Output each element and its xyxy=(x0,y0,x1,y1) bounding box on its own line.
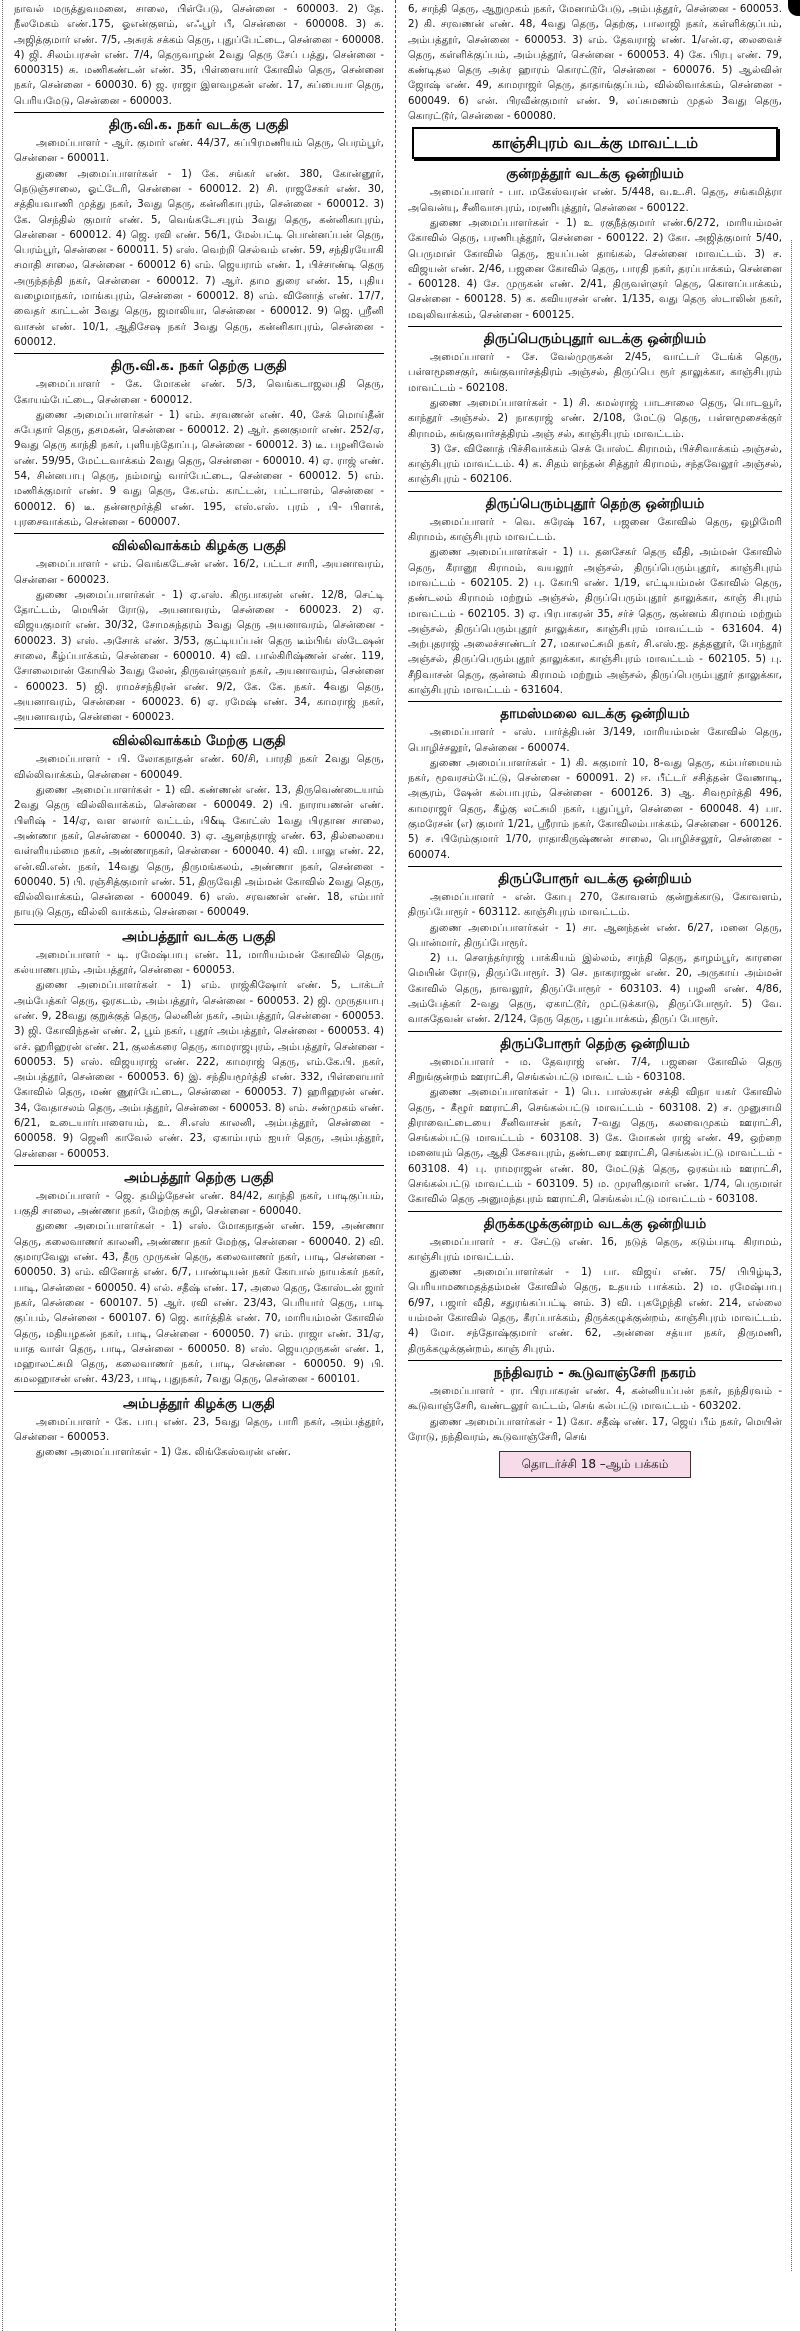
organizer-paragraph: அமைப்பாளர் - டி. ரமேஷ்பாபு எண். 11, மாரியம்மன் கோவில் தெரு, கல்யாணபுரம், அம்பத்தூர், சென்னை - 600053. xyxy=(14,949,384,977)
deputy-organizers-paragraph: துணை அமைப்பாளர்கள் - 1) பெ. பாஸ்கரன் சக்தி விநா யகர் கோவில் தெரு, - கீழூர் ஊராட்சி, செங்கல்பட்டு மாவட்டம் - 603108. 2) ச. முனுசாமி திராவைட்டையை சீனிவாசன் நகர், 7-வது தெரு, கலவைமுகம் ஊராட்சி, செங்கல்பட்டு மாவட்டம் - 603108. 3) கே. மோகன் ராஜ் எண். 49, ஒற்றை மனையும் தெரு, ஆதி கேசவபுரம், தண்டரை ஊராட்சி, செங்கல்பட்டு மாவட்டம் - 603108. 4) பு. ராமராஜன் எண். 80, மேட்டுத் தெரு, ஒரகம்பம் ஊராட்சி, செங்கல்பட்டு மாவட்டம் - 603109. 5) ம. முரளிகுமார் எண். 1/74, பெருமாள் கோவில் தெரு அனுமந்தபுரம் ஊராட்சி, செங்கல்பட்டு மாவட்டம் - 603108. xyxy=(408,1087,782,1206)
deputy-organizers-paragraph: துணை அமைப்பாளர்கள் - 1) எஸ். மோகநாதன் எண். 159, அண்ணா தெரு, கலைவாணர் காலனி, அண்ணா நகர் மேற்கு, சென்னை - 600040. 2) வி. குமாரவேலு எண். 43, தீரு முருகன் தெரு, கலைவாணர் நகர், பாடி, சென்னை - 600050. 3) எம். வினோத் எண். 6/7, பாண்டியன் நகர் கோபால் நாயக்கர் நகர், பாடி, சென்னை - 600050. 4) எல். சதீஷ் எண். 17, அலை தெரு, கோஸ்டன் ஜார் நகர், சென்னை - 600107. 5) ஆர். ரவி எண். 23/43, பெரியார் தெரு, பாடி குப்பம், சென்னை - 600107. 6) ஜெ. கார்த்திக் எண். 70, மாரியம்மன் கோவில் தெரு, மதியழகன் நகர், பாடி, சென்னை - 600050. 7) எம். ராஜா எண். 31/ஏ, யாத வாள் தெரு, பாடி, சென்னை - 600050. 8) எஸ். ஜெயமுருகன் எண். 1, மஹாலட்சுமி தெரு, கலைவாணர் நகர், பாடி, சென்னை - 600050. 9) பி. கமலஹாசன் எண். 43/23, பாடி, புதுநகர், 7வது தெரு, சென்னை - 600101. xyxy=(14,1221,384,1386)
organizer-paragraph: அமைப்பாளர் - ரா. பிரபாகரன் எண். 4, கன்னியப்பன் நகர், நந்திரவம் - கூடுவாஞ்சேரி, வண்டலூர் வட்டம், செங் கல்பட்டு மாவட்டம் - 603202. xyxy=(408,1385,782,1413)
deputy-organizers-paragraph: துணை அமைப்பாளர்கள் - 1) கே. சங்கர் எண். 380, கோன்னூர், நெடுஞ்சாலை, ஓட்டேரி, சென்னை - 600012. 2) சி. ராஜசேகர் எண். 30, சத்தியவாணி முத்து நகர், 3வது தெரு, கன்னிகாபுரம், சென்னை - 600012. 3) கே. செந்தில் குமார் எண். 5, வெங்கடேசபுரம் 3வது தெரு, கன்னிகாபுரம், சென்னை - 600012. 4) ஜெ. ரவி எண். 56/1, மேல்பட்டி பொன்னப்பன் தெரு, பெரம்பூர், சென்னை - 600011. 5) எஸ். வெற்றி செல்வம் எண். 59, சந்திரயோகி சமாதி சாலை, சென்னை - 600012 6) எம். ஜெயராம் எண். 1, பிச்சாண்டி தெரு அருந்தந்தி நகர், சென்னை - 600012. 7) ஆர். தாம துரை எண். 15, புதிய வழைமாநகர், மாங்கபுரம், சென்னை - 600012. 8) எம். வினோத் எண். 17/7, வைதர் காட்டன் 3வது தெரு, ஜமாலியா, சென்னை - 600012. 9) ஜெ. ஸ்ரீனி வாசன் எண். 10/1, ஆதிசேஷ நகர் 3வது தெரு, கன்னிகாபுரம், சென்னை - 600012. xyxy=(14,168,384,348)
continued-on-page-note: தொடர்ச்சி 18 –ஆம் பக்கம் xyxy=(499,1451,691,1478)
section-thirukazhukundram-north xyxy=(408,1211,782,1357)
organizer-paragraph: அமைப்பாளர் - எம். வெங்கடேசன் எண். 16/2, பட்டா சாரி, அயனாவரம், சென்னை - 600023. xyxy=(14,559,384,586)
deputy-organizers-paragraph: துணை அமைப்பாளர்கள் - 1) கோ. சதீஷ் எண். 17, ஜெய் பீம் நகர், மெயின் ரோடு, நந்திவரம், கூடுவாஞ்சேரி, செங் xyxy=(408,1416,782,1443)
section-title: வில்லிவாக்கம் கிழக்கு பகுதி xyxy=(14,533,384,557)
section-title: அம்பத்தூர் தெற்கு பகுதி xyxy=(14,1165,384,1189)
section-title: அம்பத்தூர் கிழக்கு பகுதி xyxy=(14,1391,384,1415)
organizer-paragraph: அமைப்பாளர் - வெ. சுரேஷ் 167, பஜனை கோவில் தெரு, ஒழிமேரி கிராமம், காஞ்சிபுரம் மாவட்டம். xyxy=(408,516,782,544)
organizer-paragraph: அமைப்பாளர் - ஜெ. தமிழ்நேசன் எண். 84/42, காந்தி நகர், பாடிகுப்பம், பகுதி சாலை, அண்ணா நகர், மேற்கு சுழி, சென்னை - 600040. xyxy=(14,1190,384,1218)
section-title: திரு.வி.க. நகர் வடக்கு பகுதி xyxy=(14,112,384,136)
section-ambattur-north xyxy=(14,924,384,1162)
corner-mark xyxy=(788,0,800,16)
deputy-organizers-paragraph: துணை அமைப்பாளர்கள் - 1) கி. சுகுமார் 10, 8-வது தெரு, கம்பர்மையம் நகர், மூவரசம்பேட்டு, சென்னை - 600091. 2) ஈ. பீட்டர் சசித்தன் வேணாடி, அசூரம், ஷேன் கல்பாபுரம், சென்னை - 600126. 3) ஆ. சிவமூர்த்தி 496, காமராஜர் தெரு, கீழ்கு லட்சுமி நகர், புதுப்பூர், சென்னை - 600048. 4) பா. குமரேசன் (எ) குமார் 1/21, ஸ்ரீராம் நகர், கோவிலம்பாக்கம், சென்னை - 600126. 5) ச. பிரேம்குமார் 1/70, ராதாகிருஷ்ணன் சாலை, பொழிச்சலூர், சென்னை - 600074. xyxy=(408,757,782,861)
organizer-paragraph: அமைப்பாளர் - ம. தேவராஜ் எண். 7/4, பஜனை கோவில் தெரு சிறுங்குன்றம் ஊராட்சி, செங்கல்பட்டு மாவட் டம் - 603108. xyxy=(408,1056,782,1083)
organizer-paragraph: அமைப்பாளர் - கே. பாபு எண். 23, 5வது தெரு, பாரி நகர், அம்பத்தூர், சென்னை - 600053. xyxy=(14,1416,384,1444)
section-title: வில்லிவாக்கம் மேற்கு பகுதி xyxy=(14,728,384,752)
section-kundrathur-north xyxy=(408,162,782,323)
organizer-paragraph: அமைப்பாளர் - பி. லோகநாதன் எண். 60/சி, பாரதி நகர் 2வது தெரு, வில்லிவாக்கம், சென்னை - 600049. xyxy=(14,754,384,781)
section-thiruporur-north xyxy=(408,866,782,1028)
section-ambattur-south xyxy=(14,1165,384,1388)
deputy-organizers-paragraph: துணை அமைப்பாளர்கள் - 1) உ ரகுநீத்குமார் எண்.6/272, மாரியம்மன் கோவில் தெரு, பரணிபுத்தூர், சென்னை - 600122. 2) கோ. அஜித்குமார் 5/40, பெருமாள் கோவில் தெரு, ஐயப்பன் தாங்கல், சென்னை மாவட்டம். 3) ச. விஜயன் எண். 2/46, பஜனை கோவில் தெரு, பாரதி நகர், தரப்பாக்கம், சென்னை - 600128. 4) சே. முருகன் எண். 2/41, திருவள்ளுர் தெரு, கொளப்பாக்கம், சென்னை - 600128. 5) க. கவியரசன் எண். 1/135, வது தெரு ஸ்டாலின் நகர், மவுலிவாக்கம், சென்னை - 600125. xyxy=(408,217,782,321)
section-title: திருப்பெரும்புதூர் வடக்கு ஒன்றியம் xyxy=(408,326,782,350)
deputy-organizers-paragraph: துணை அமைப்பாளர்கள் - 1) வி. கண்ணன் எண். 13, திருவெண்டையாம் 2வது தெரு வில்லிவாக்கம், சென்னை - 600049. 2) பி. நாராயணன் எண். பிளிஷ் - 14/ஏ, வள ளலார் வட்டம், பி&டி கோட்ஸ் 1வது பிரதான சாலை, அண்ணா நகர், சென்னை - 600040. 3) ஏ. ஆனந்தராஜ் எண். 63, தில்லையை வள்ளியம்மை நகர், அண்ணாநகர், சென்னை - 600040. 4) வி. பாலு எண். 22, என்.வி.என். நகர், 14வது தெரு, திருமங்கலம், அண்ணா நகர், சென்னை - 600040. 5) பி. ரஞ்சித்குமார் எண். 51, திருவேதி அம்மன் கோவில் 2வது தெரு, வில்லிவாக்கம், சென்னை - 600049. 6) எஸ். சரவணன் எண். 18, எம்பார் நாயுடு தெரு, வில்லி வாக்கம், சென்னை - 600049. xyxy=(14,785,384,919)
deputy-organizers-paragraph: துணை அமைப்பாளர்கள் - 1) ஏ.எஸ். கிருபாகரன் எண். 12/8, செட்டி தோட்டம், மெயின் ரோடு, அயனாவரம், சென்னை - 600023. 2) ஏ. விஜயகுமார் எண். 30/32, சோமசுந்தரம் 3வது தெரு அயனாவரம், சென்னை - 600023. 3) எஸ். அசோக் எண். 3/53, குட்டியப்பன் தெரு டீம்பிங் ஸ்டேஷன் சாலை, கீழ்ப்பாக்கம், சென்னை - 600010. 4) வி. பால்கிரிஷ்ணன் எண். 119, சோலைமான் கோயில் 3வது லேன், திருவள்ளுவர் நகர், அயனாவரம், சென்னை - 600023. 5) ஜி. ராமச்சந்திரன் எண். 9/2, கே. கே. நகர். 4வது தெரு, அயனாவரம், சென்னை - 600023. 6) ஏ. ரமேஷ் எண். 34, காமராஜ் நகர், அயனாவரம், சென்னை - 600023. xyxy=(14,589,384,724)
section-sriperumbudur-south xyxy=(408,491,782,699)
left-top-paragraph: நாவல் மருத்துவமனை, சாலை, பிள்பேடு, சென்னை - 600003. 2) தே. நீலமேகம் எண்.175, ஓஎன்குளம், எஃபூர் பீ, சென்னை - 600008. 3) சு. அஜித்குமார் எண். 7/5, அசுரக் சக்கம் தெரு, புதுப்பேட்டை, சென்னை - 600008. 4) ஜி. சிலம்பரசன் எண். 7/4, தெருவாழன் 2வது தெரு சேப் பத்து, சென்னை - 6000315) சு. மணிகண்டன் எண். 35, பிள்ளையார் கோவில் தெரு, சென்னை நகர், சென்னை - 600030. 6) ஜ. ராஜா இளவழகன் எண். 17, சுப்பையா தெரு, பெரியமேடு, சென்னை - 600003. xyxy=(14,4,384,107)
organizer-paragraph: அமைப்பாளர் - பா. மகேஸ்வரன் எண். 5/448, வ.உ.சி. தெரு, சங்கமித்ரா அவென்யு, சீனிவாசபுரம், மரணிபுத்தூர், சென்னை - 600122. xyxy=(408,187,782,214)
deputy-organizers-paragraph: 2) ப. செளந்தர்ராஜ் பாக்கியம் இல்லம், சாந்தி தெரு, தாழம்பூர், காரனை மெயின் ரோடு, திருப்போரூர். 3) செ. நாகராஜன் எண். 20, அருகாய் அம்மன் கோவில் தெரு, நாவலூர், திருப்போரூர் - 603103. 4) பழனி எண். 4/86, அம்பேத்கர் 2-வது தெரு, ஏகாட்டூர், முட்டுக்காடு, திருப்போரூர். 5) வே. வாசுதேவன் எண். 2/124, நேரு தெரு, புதுப்பாக்கம், திருப் போரூர். xyxy=(408,953,782,1026)
section-title: திருப்பெரும்புதூர் தெற்கு ஒன்றியம் xyxy=(408,491,782,515)
right-column xyxy=(402,0,786,2331)
left-column xyxy=(10,0,390,2331)
organizer-paragraph: அமைப்பாளர் - ச. சேட்டு எண். 16, நடுத் தெரு, கடும்பாடி கிராமம், காஞ்சிபுரம் மாவட்டம். xyxy=(408,1236,782,1263)
left-margin-dots xyxy=(2,0,3,2331)
organizer-paragraph: அமைப்பாளர் - எஸ். பார்த்திபன் 3/149, மாரியம்மன் கோவில் தெரு, பொழிச்சலூர், சென்னை - 600074. xyxy=(408,727,782,754)
section-title: தாமஸ்மலை வடக்கு ஒன்றியம் xyxy=(408,701,782,725)
section-title: திருக்கழுக்குன்றம் வடக்கு ஒன்றியம் xyxy=(408,1211,782,1235)
section-thomas-malai-north xyxy=(408,701,782,863)
organizer-paragraph: அமைப்பாளர் - கே. மோகன் எண். 5/3, வெங்கடாஜலபதி தெரு, கோயம்பேட்டை, சென்னை - 600012. xyxy=(14,379,384,406)
section-title: குன்றத்தூர் வடக்கு ஒன்றியம் xyxy=(506,166,684,183)
organizer-paragraph: அமைப்பாளர் - சே. வேல்முருகன் 2/45, வாட்டர் டேங்க் தெரு, பள்ளமூசைகுர், சுங்குவார்சத்திரம் அஞ்சல், திருப்பெ ரூர் தாலுக்கா, காஞ்சிபுரம் மாவட்டம் - 602108. xyxy=(408,352,782,394)
section-villivakkam-west xyxy=(14,728,384,920)
section-title: திருப்போரூர் தெற்கு ஒன்றியம் xyxy=(408,1031,782,1055)
section-title: திரு.வி.க. நகர் தெற்கு பகுதி xyxy=(14,353,384,377)
right-top-paragraph: 6, சாந்தி தெரு, ஆறுமுகம் நகர், மேனாம்பேடு, அம்பத்தூர், சென்னை - 600053. 2) கி. சரவணன் எண். 48, 4வது தெரு, தெற்கு, பாலாஜி நகர், கள்ளிக்குப்பம், அம்பத்தூர், சென்னை - 600053. 3) எம். தேவராஜ் எண். 1/என்.ஏ, லைவைச் தெரு, கள்ளிக்குப்பம், அம்பத்தூர், சென்னை - 600053. 4) கே. பிரபு எண். 79, கண்டிதல தெரு அக்ர ஹாரம் கொரட்டூர், சென்னை - 600076. 5) ஆல்வின் ஜோஷ் எண். 49, காமராஜர் தெரு, தாதாங்குப்பம், வில்லிவாக்கம், சென்னை - 600049. 6) என். பிரவீன்குமார் எண். 9, லப்சுமணம் முதல் 3வது தெரு, கொரட்டூர், சென்னை - 600080. xyxy=(408,4,782,123)
section-title: அம்பத்தூர் வடக்கு பகுதி xyxy=(14,924,384,948)
deputy-organizers-paragraph: துணை அமைப்பாளர்கள் - 1) கே. லிங்கேஸ்வரன் எண். xyxy=(36,1447,291,1459)
section-thiru-vi-ka-south xyxy=(14,353,384,530)
deputy-organizers-paragraph: துணை அமைப்பாளர்கள் - 1) ப. தனசேகர் தெரு வீதி, அம்மன் கோவில் தெரு, கீரானூ கிராமம், வயலூர் அஞ்சல், திருப்பெரும்புதூர், காஞ்சிபுரம் மாவட்டம் - 602105. 2) பு. கோபி எண். 1/19, எட்டியம்மன் கோவில் தெரு, தண்டலம் கிராமம் மற்றும் அஞ்சல், திருப்பெரும்புதூர் தாலுக்கா, காஞ் சிபுரம் மாவட்டம் - 602105. 3) ஏ. பிரபாகரன் 35, சர்ச் தெரு, குன்னம் கிராமம் மற்றும் அஞ்சல், திருப்பெரும்புதூர் தாலுக்கா, காஞ்சிபுரம் மாவட்டம் - 631604. 4) அற்புதராஜ் அலைச்சாண்டர் 27, மகாலட்சுமி நகர், சி.எஸ்.ஐ. தத்தனூர், போந்தூர் அஞ்சல், திருப்பெரும்புதூர் தாலுக்கா, காஞ்சிபுரம் மாவட்டம் - 602105. 5) பு. சீநிவாசன் தெரு, குன்னம் கிராமம் மற்றும் அஞ்சல், திருப்பெரும்புதூர் தாலுக்கா, காஞ்சிபுரம் மாவட்டம் - 631604. xyxy=(408,547,782,696)
section-ambattur-east xyxy=(14,1391,384,1461)
section-thiru-vi-ka-north xyxy=(14,112,384,350)
deputy-organizers-paragraph: துணை அமைப்பாளர்கள் - 1) எம். ராஜ்கிஷோர் எண். 5, டாக்டர் அம்பேத்கர் தெரு, ஒரகடம், அம்பத்தூர், சென்னை - 600053. 2) ஜி. முருதயாபு எண். 9, 28வது குறுக்குத் தெரு, லெனின் நகர், அம்பத்தூர், சென்னை - 600053. 3) ஜி. கோவிந்தன் எண். 2, பூம் நகர், புதூர் அம்பத்தூர், சென்னை - 600053. 4) எச். ஹரிஹரன் எண். 21, குலக்கரை தெரு, காமராஜபுரம், அம்பத்தூர், சென்னை - 600053. 5) எஸ். விஜயராஜ் எண். 222, காமராஜ் தெரு, எம்.கே.பி. நகர், அம்பத்தூர், சென்னை - 600053. 6) இ. சந்தியமூர்த்தி எண். 332, பிள்ளையார் கோவில் தெரு, மண் ணூர்பேட்டை, சென்னை - 600053. 7) ஹரிஹரன் எண். 34, வேதாசலம் தெரு, அம்பத்தூர், சென்னை - 600053. 8) எம். சண்முகம் எண். 6/21, உடையார்பாளையம், உ. சி.எஸ் காலனி, அம்பத்தூர், சென்னை - 600058. 9) ஜெனி காவேல் எண். 23, ஏகாம்பரம் ஐயர் தெரு, அம்பத்தூர், சென்னை - 600053. xyxy=(14,980,384,1160)
organizer-paragraph: அமைப்பாளர் - என். கோபு 270, கோவளம் குன்றுக்காடு, கோவளம், திருப்போரூர் - 603112. காஞ்சிபுரம் மாவட்டம். xyxy=(408,891,782,919)
section-nandhivaram-guduvanchery xyxy=(408,1360,782,1445)
deputy-organizers-paragraph: துணை அமைப்பாளர்கள் - 1) சா. ஆனந்தன் எண். 6/27, மனை தெரு, பொன்மார், திருப்போரூர். xyxy=(408,922,782,949)
deputy-organizers-paragraph: துணை அமைப்பாளர்கள் - 1) பா. விஜய் எண். 75/ பிபிழ்டி3, பெரியாமணமதத்தம்மன் கோவில் தெரு, உதயம் பாக்கம். 2) ம. ரமேஷ்பாபு 6/97, பஜார் வீதி, சதுரங்கப்பட்டி னம். 3) வி. புகழேந்தி எண். 214, எல்லை யம்மன் கோவில் தெரு, கீரப்பாக்கம், திருக்கழுக்குன்றம், காஞ்சிபுரம் மாவட்டம். 4) மோ. சந்தோஷ்குமார் எண். 62, அன்னை சத்யா நகர், திருமணி, திருக்கழுக்குன்றம், காஞ் சிபுரம். xyxy=(408,1267,782,1355)
deputy-organizers-paragraph: 3) சே. வினோத் பிச்சிவாக்கம் செக் போஸ்ட் கிராமம், பிச்சிவாக்கம் அஞ்சல், காஞ்சிபுரம் மாவட்டம். 4) க. சிதம் ளந்தன் சித்தூர் கிராமம், சந்தவேலூர் அஞ்சல், காஞ்சிபுரம் - 602106. xyxy=(408,443,782,486)
deputy-organizers-paragraph: துணை அமைப்பாளர்கள் - 1) எம். சரவணன் எண். 40, சேக் மொய்தீன் சுபேதார் தெரு, தசமகன், சென்னை - 600012. 2) ஆர். தனகுமார் எண். 252/ஏ, 9வது தெரு காந்தி நகர், புளியந்தோப்பு, சென்னை - 600012. 3) டீ. பழனிவேல் எண். 59/95, மேட்டவாக்கம் 2வது தெரு, சென்னை - 600010. 4) ஏ. ராஜ் எண். 54, சின்னபாபு தெரு, நம்மாழ் வார்பேட்டை, சென்னை - 600012. 5) எம். மணிக்குமார் எண். 9 வது தெரு, கே.எம். காட்டன், பட்டாளம், சென்னை - 600012. 6) டீ. தன்னமூர்த்தி எண். 195, எஸ்.எஸ். புரம் , பி- பிளாக், புரசைவாக்கம், சென்னை - 600007. xyxy=(14,409,384,528)
section-title: திருப்போரூர் வடக்கு ஒன்றியம் xyxy=(408,866,782,890)
organizer-paragraph: அமைப்பாளர் - ஆர். குமார் எண். 44/37, சுப்பிரமணியம் தெரு, பெரம்பூர், சென்னை - 600011. xyxy=(14,138,384,165)
section-sriperumbudur-north xyxy=(408,326,782,488)
column-divider xyxy=(395,0,396,2331)
section-thiruporur-south xyxy=(408,1031,782,1208)
deputy-organizers-paragraph: துணை அமைப்பாளர்கள் - 1) சி. கமல்ராஜ் பாடசாலை தெரு, பொடவூர், காந்தூர் அஞ்சல். 2) நாகராஜ் எண். 2/108, மேட்டு தெரு, பள்ளமூசைக்குர் கிராமம், சுங்குவார்சத்திரம் அஞ் சல், காஞ்சிபுரம் மாவட்டம். xyxy=(408,397,782,440)
section-villivakkam-east xyxy=(14,533,384,725)
district-banner: காஞ்சிபுரம் வடக்கு மாவட்டம் xyxy=(412,127,778,159)
section-title: நந்திவரம் - கூடுவாஞ்சேரி நகரம் xyxy=(408,1360,782,1384)
right-margin-dots xyxy=(791,240,792,2271)
